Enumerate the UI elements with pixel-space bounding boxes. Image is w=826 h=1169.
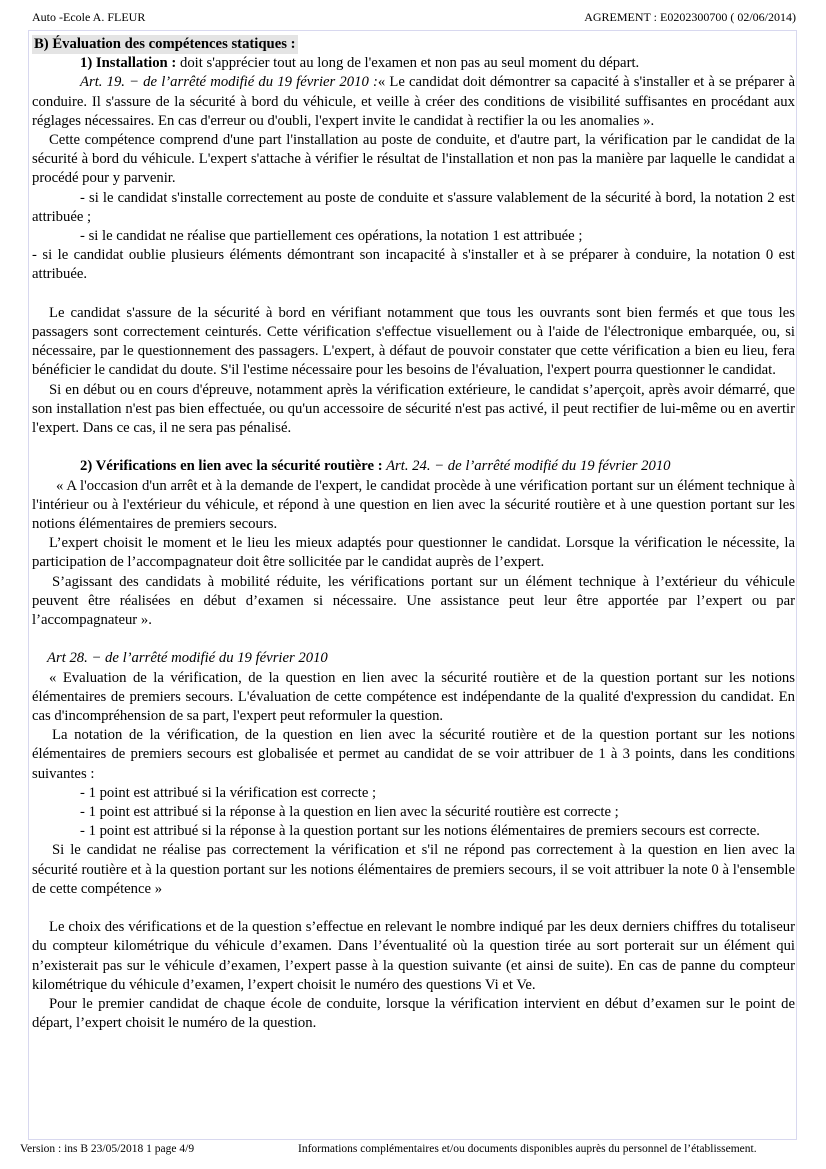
verifications-p3: S’agissant des candidats à mobilité réduite, les vérifications portant sur un élément technique à l’extérieur du véhicule peuvent être réalisées en début d’examen si nécessaire. Une assistance peut leur être apportée par l’expert ou par l’accompagnateur ». xyxy=(32,573,795,629)
art28-bullet-3: - 1 point est attribué si la réponse à la question portant sur les notions élémentaires de premiers secours est correcte. xyxy=(80,823,760,840)
installation-p1: Cette compétence comprend d'une part l'installation au poste de conduite, et d'autre part, la vérification par le candidat de la sécurité à bord du véhicule. L'expert s'attache à vérifier le résultat de l'installation et non pas la manière par laquelle le candidat a procédé pour y parvenir. xyxy=(32,132,795,187)
installation-intro xyxy=(32,54,795,73)
installation-p3: Si en début ou en cours d'épreuve, notamment après la vérification extérieure, le candidat s’aperçoit, après avoir démarré, que son installation n'est pas bien effectuée, ou qu'un accessoire de sécurité n'est pas activé, il peut rectifier de lui-même ou en avertir l'expert. Dans ce cas, il ne sera pas pénalisé. xyxy=(32,381,795,437)
verifications-label: 2) Vérifications en lien avec la sécurité routière : xyxy=(80,458,383,475)
art19-paragraph xyxy=(32,73,795,131)
installation-intro-text: doit s'apprécier tout au long de l'examen et non pas au seul moment du départ. xyxy=(176,55,640,72)
art28-p2: La notation de la vérification, de la question en lien avec la sécurité routière et de la question portant sur les notions élémentaires de premiers secours est globalisée et permet au candidat de se voir attribuer de 1 à 3 points, dans les conditions suivantes : xyxy=(32,727,795,782)
installation-bullet-2: - si le candidat ne réalise que partiellement ces opérations, la notation 1 est attribuée ; xyxy=(80,228,583,245)
installation-label: 1) Installation : xyxy=(80,55,177,72)
art28-p1: « Evaluation de la vérification, de la question en lien avec la sécurité routière et de la question portant sur les notions élémentaires de premiers secours. L'évaluation de cette compétence est indépendante de la qualité d'expression du candidat. En cas d'incompréhension de sa part, l'expert peut reformuler la question. xyxy=(32,669,795,725)
art28-ref-text: Art 28. − de l’arrêté modifié du 19 février 2010 xyxy=(47,650,328,667)
verifications-p2: L’expert choisit le moment et le lieu les mieux adaptés pour questionner le candidat. Lorsque la vérification le nécessite, la participation de l’accompagnateur doit être sollicitée par le candidat auprès de l’expert. xyxy=(32,535,795,571)
installation-bullet-3: - si le candidat oublie plusieurs éléments démontrant son incapacité à s'installer et à se préparer à conduire, la notation 0 est attribuée. xyxy=(32,247,795,283)
verifications-heading xyxy=(32,457,795,476)
document-body xyxy=(32,35,795,1034)
art28-bullet-2: - 1 point est attribué si la réponse à la question en lien avec la sécurité routière est correcte ; xyxy=(80,804,619,821)
art28-p4: Le choix des vérifications et de la question s’effectue en relevant le nombre indiqué par les deux derniers chiffres du totaliseur du compteur kilométrique du véhicule d’examen. Dans l’éventualité où la question tirée au sort porterait sur un élément qui n’existerait pas sur le véhicule d’examen, l’expert passe à la question suivante (et ainsi de suite). En cas de panne du compteur kilométrique du véhicule d’examen, l’expert choisit le numéro des questions Vi et Ve. xyxy=(32,919,795,993)
footer-info: Informations complémentaires et/ou documents disponibles auprès du personnel de l’établissement. xyxy=(298,1143,757,1155)
art19-text: « Le candidat doit démontrer sa capacité à s'installer et à se préparer à conduire. Il s'assure de la sécurité à bord du véhicule, et veille à créer des conditions de visibilité suffisantes en procédant aux réglages nécessaires. En cas d'erreur ou d'oubli, l'expert invite le candidat à rectifier la ou les anomalies ». xyxy=(32,74,795,129)
art19-ref: Art. 19. − de l’arrêté modifié du 19 février 2010 : xyxy=(80,74,378,91)
footer-version: Version : ins B 23/05/2018 1 page 4/9 xyxy=(20,1143,195,1155)
verifications-p1: « A l'occasion d'un arrêt et à la demande de l'expert, le candidat procède à une vérification portant sur un élément technique à l'intérieur ou à l'extérieur du véhicule, et répond à une question en lien avec la sécurité routière et à une question portant sur les notions élémentaires de premiers secours. xyxy=(32,477,795,533)
header-agrement: AGREMENT : E0202300700 ( 02/06/2014) xyxy=(584,10,796,24)
art28-ref xyxy=(32,649,795,668)
art28-p5: Pour le premier candidat de chaque école de conduite, lorsque la vérification intervient en début d’examen sur le point de départ, l’expert choisit le numéro de la question. xyxy=(32,996,795,1032)
art28-p3: Si le candidat ne réalise pas correctement la vérification et s'il ne répond pas correctement à la question en lien avec la sécurité routière et à la question portant sur les notions élémentaires de premiers secours, il se voit attribuer la note 0 à l'ensemble de cette compétence » xyxy=(32,842,795,897)
installation-p2: Le candidat s'assure de la sécurité à bord en vérifiant notamment que tous les ouvrants sont bien fermés et que tous les passagers sont correctement ceinturés. Cette vérification s'effectue visuellement ou à l'aide de l'électronique embarquée, ou, si nécessaire, par le questionnement des passagers. L'expert, à défaut de pouvoir constater que cette vérification a bien eu lieu, fera bénéficier le candidat du doute. S'il l'estime nécessaire pour les besoins de l'évaluation, l'expert pourra questionner le candidat. xyxy=(32,304,795,379)
art28-bullet-1: - 1 point est attribué si la vérification est correcte ; xyxy=(80,784,377,801)
installation-bullet-1: - si le candidat s'installe correctement au poste de conduite et s'assure valablement de la sécurité à bord, la notation 2 est attribuée ; xyxy=(32,189,795,225)
section-b-title: B) Évaluation des compétences statiques : xyxy=(32,35,298,54)
header-school-name: Auto -Ecole A. FLEUR xyxy=(32,10,146,24)
art24-ref: Art. 24. − de l’arrêté modifié du 19 février 2010 xyxy=(382,458,671,475)
